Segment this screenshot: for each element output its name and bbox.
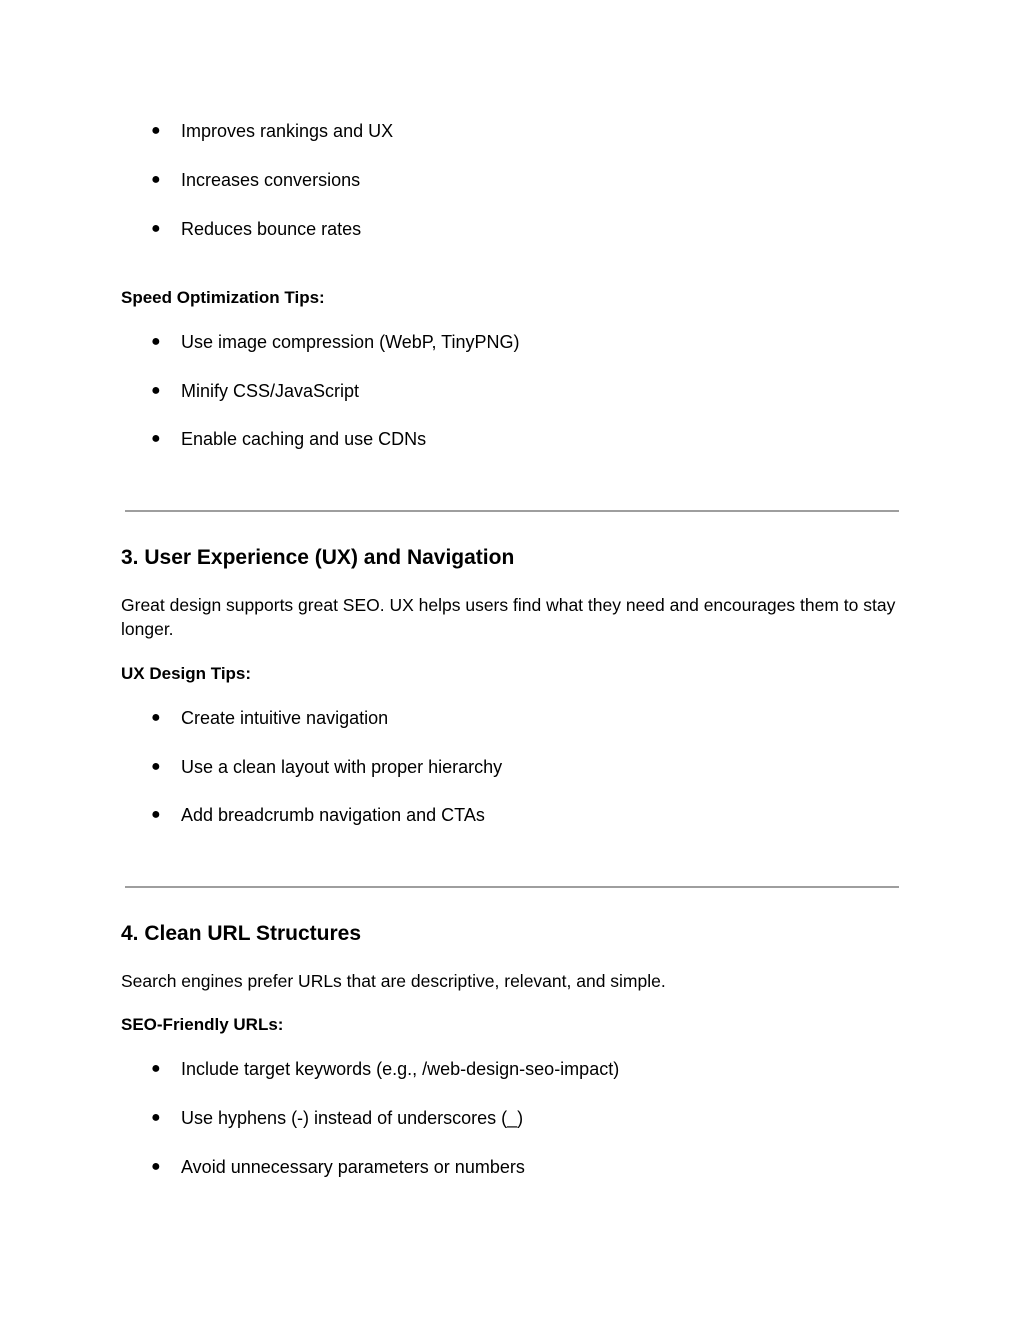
list-item-text: Improves rankings and UX: [181, 121, 394, 141]
list-item-text: Include target keywords (e.g., /web-design-seo-impact): [181, 1059, 620, 1079]
urls-subheading: SEO-Friendly URLs:: [121, 1015, 284, 1034]
list-item-text: Enable caching and use CDNs: [181, 429, 427, 449]
bullet-dot: ●: [151, 382, 161, 399]
ux-paragraph: Great design supports great SEO. UX helps users find what they need and encourages them to stay longer.: [121, 595, 896, 639]
list-item-text: Use a clean layout with proper hierarchy: [181, 757, 503, 777]
bullet-dot: ●: [151, 1158, 161, 1175]
list-item-text: Use hyphens (-) instead of underscores (_): [181, 1108, 524, 1128]
bullet-dot: ●: [151, 171, 161, 188]
speed-tips-subheading: Speed Optimization Tips:: [121, 288, 325, 307]
bullet-dot: ●: [151, 122, 161, 139]
list-item-text: Minify CSS/JavaScript: [181, 381, 360, 401]
bullet-dot: ●: [151, 1109, 161, 1126]
list-item-text: Increases conversions: [181, 170, 361, 190]
horizontal-divider: [125, 886, 899, 888]
list-item-text: Use image compression (WebP, TinyPNG): [181, 332, 520, 352]
urls-paragraph: Search engines prefer URLs that are descriptive, relevant, and simple.: [121, 971, 666, 991]
horizontal-divider: [125, 510, 899, 512]
bullet-dot: ●: [151, 758, 161, 775]
bullet-dot: ●: [151, 1060, 161, 1077]
list-item-text: Avoid unnecessary parameters or numbers: [181, 1157, 525, 1177]
bullet-dot: ●: [151, 806, 161, 823]
section-heading-urls: 4. Clean URL Structures: [121, 922, 362, 945]
list-item-text: Add breadcrumb navigation and CTAs: [181, 805, 485, 825]
bullet-dot: ●: [151, 333, 161, 350]
ux-tips-subheading: UX Design Tips:: [121, 664, 252, 683]
list-item-text: Create intuitive navigation: [181, 708, 389, 728]
bullet-dot: ●: [151, 430, 161, 447]
bullet-dot: ●: [151, 709, 161, 726]
section-heading-ux: 3. User Experience (UX) and Navigation: [121, 546, 515, 569]
list-item-text: Reduces bounce rates: [181, 219, 362, 239]
bullet-dot: ●: [151, 220, 161, 237]
